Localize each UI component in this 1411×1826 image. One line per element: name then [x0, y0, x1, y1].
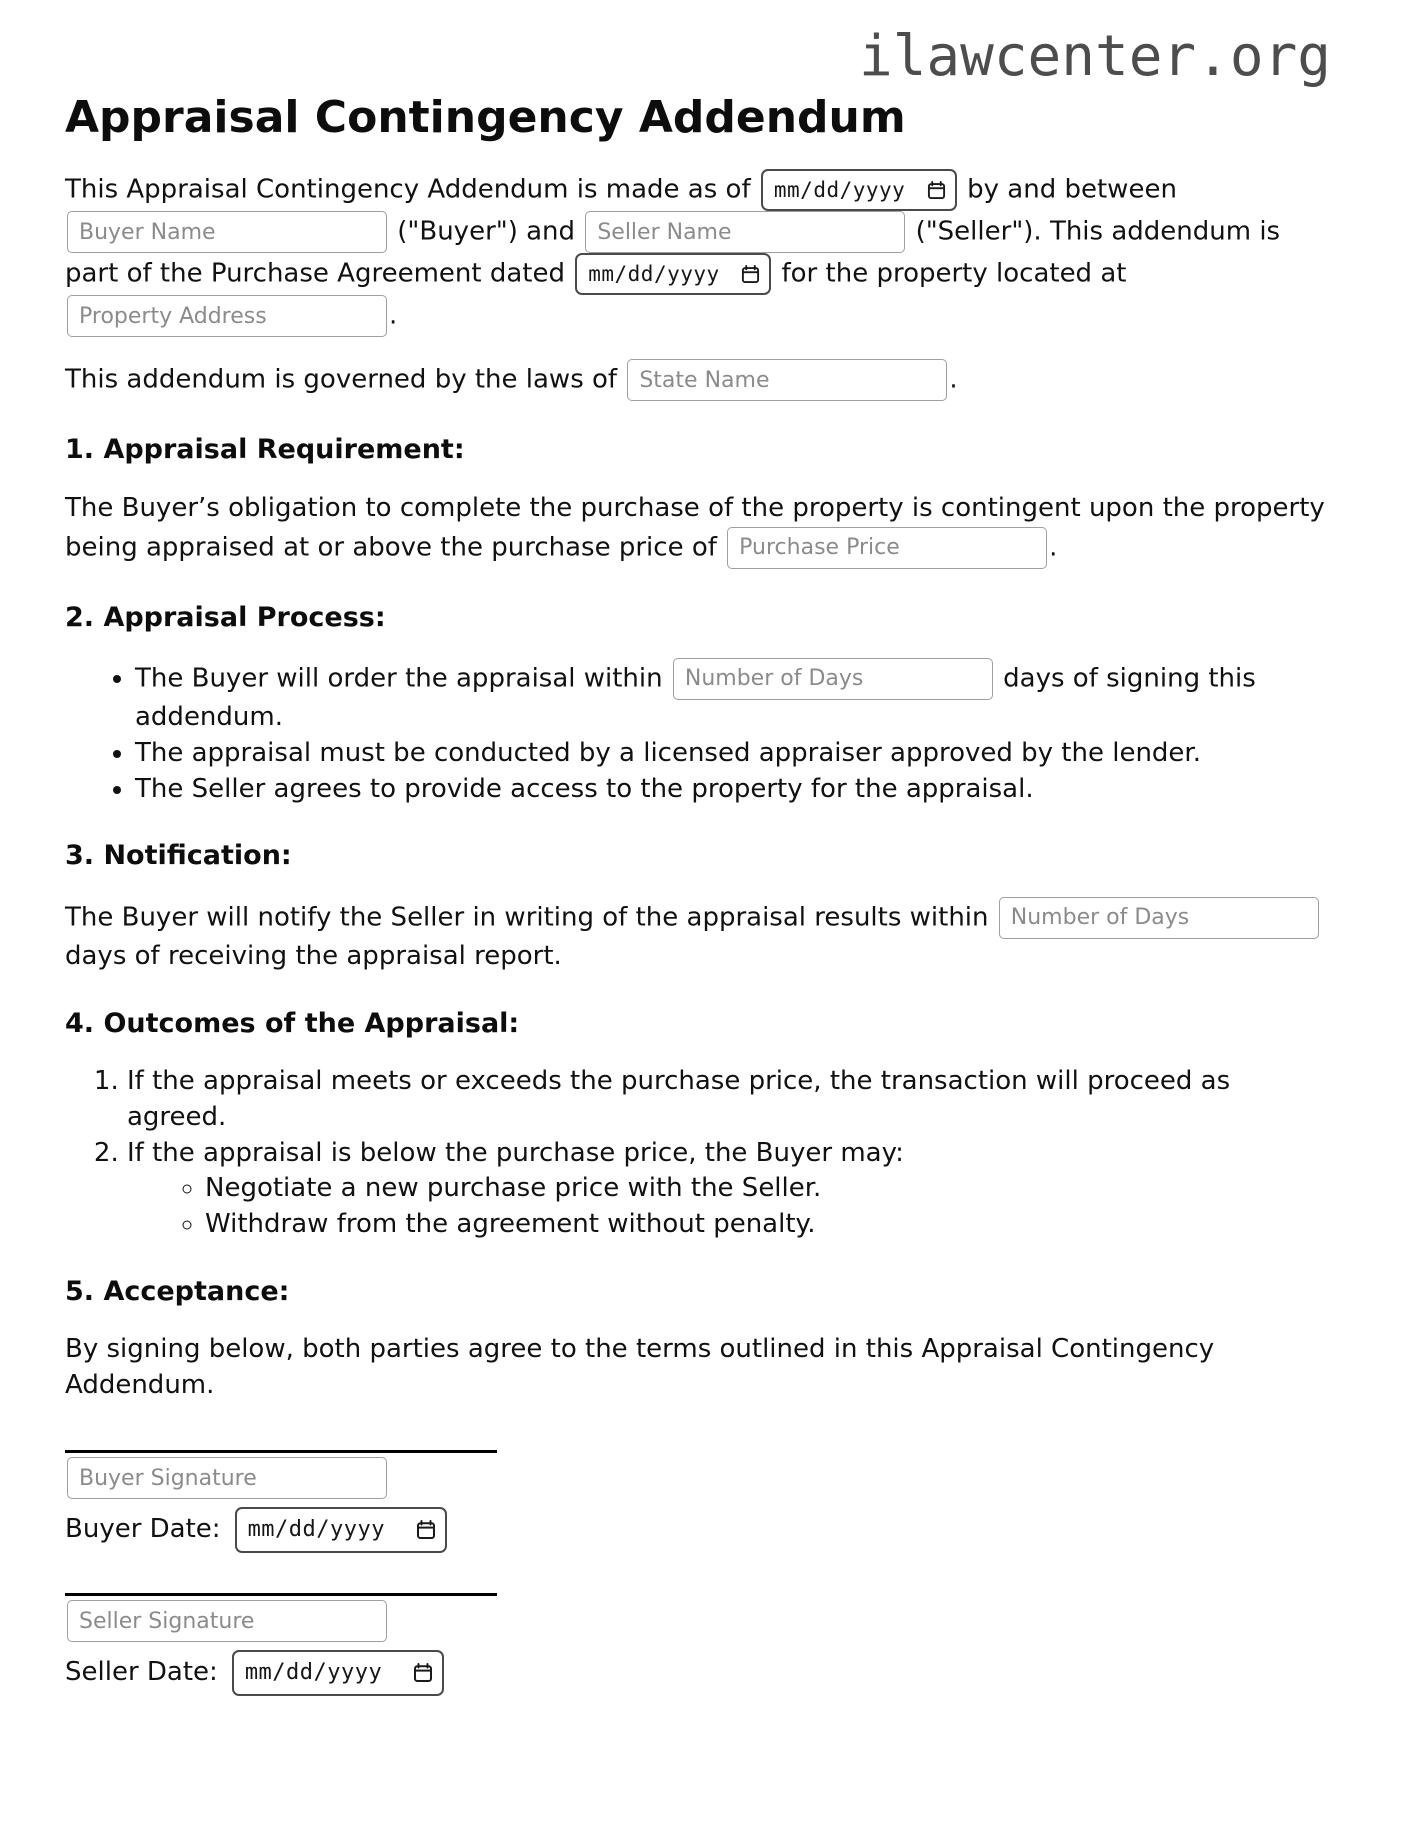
agreement-date-field[interactable] — [575, 253, 771, 295]
intro-text-3: ("Buyer") and — [397, 216, 576, 247]
intro-text-4: ("Seller"). This addendum is part of the Purchase Agreement dated — [65, 216, 1281, 289]
section-1-paragraph — [65, 491, 1331, 569]
buyer-options-sublist — [127, 1171, 1331, 1243]
appraisal-process-list — [65, 658, 1331, 808]
list-item — [135, 736, 1331, 772]
intro-paragraph — [65, 169, 1331, 337]
seller-date-field[interactable] — [232, 1650, 444, 1696]
intro-text-6: . — [389, 300, 398, 331]
section-3-paragraph — [65, 897, 1331, 975]
section-4-heading: 4. Outcomes of the Appraisal: — [65, 1007, 520, 1039]
buyer-date-label: Buyer Date: — [65, 1514, 221, 1545]
buyer-date-field[interactable] — [235, 1507, 447, 1553]
list-item — [127, 1136, 1331, 1244]
purchase-price-input[interactable] — [727, 527, 1047, 569]
s4-item2-text: If the appraisal is below the purchase price, the Buyer may: — [127, 1137, 904, 1168]
law-text-1: This addendum is governed by the laws of — [65, 364, 618, 395]
notification-days-input[interactable] — [999, 897, 1319, 939]
outcomes-list — [65, 1064, 1331, 1243]
page-title: Appraisal Contingency Addendum — [65, 91, 906, 143]
intro-text-2: by and between — [967, 174, 1177, 205]
date-value: mm/dd/yyyy — [588, 261, 720, 286]
governing-law-paragraph — [65, 359, 1331, 401]
s5-text: By signing below, both parties agree to the terms outlined in this Appraisal Contingency Addendum. — [65, 1334, 1215, 1401]
seller-signature-block — [65, 1593, 1331, 1696]
calendar-icon — [416, 1520, 436, 1540]
list-item — [127, 1064, 1331, 1136]
property-address-input[interactable] — [67, 295, 387, 337]
state-name-input[interactable] — [627, 359, 947, 401]
intro-text-5: for the property located at — [781, 258, 1127, 289]
s4-item2b-text: Withdraw from the agreement without penalty. — [205, 1209, 816, 1240]
buyer-date-row — [65, 1507, 1331, 1553]
section-3-heading: 3. Notification: — [65, 840, 292, 872]
list-item — [135, 772, 1331, 808]
site-logo: ilawcenter.org — [858, 24, 1331, 89]
calendar-icon — [927, 181, 946, 200]
s2-bullet3-text: The Seller agrees to provide access to the property for the appraisal. — [135, 773, 1034, 804]
s1-text-1: The Buyer’s obligation to complete the purchase of the property is contingent upon the property being appraised at or above the purchase price of — [65, 492, 1325, 563]
s2-bullet2-text: The appraisal must be conducted by a licensed appraiser approved by the lender. — [135, 737, 1201, 768]
appraisal-order-days-input[interactable] — [673, 658, 993, 700]
law-text-2: . — [949, 364, 958, 395]
s4-item1-text: If the appraisal meets or exceeds the purchase price, the transaction will proceed as agreed. — [127, 1065, 1231, 1132]
list-item — [205, 1171, 1331, 1207]
date-value: mm/dd/yyyy — [773, 177, 906, 202]
s2-bullet1-text-2: days of signing this addendum. — [135, 663, 1256, 732]
s4-item2a-text: Negotiate a new purchase price with the Seller. — [205, 1173, 822, 1204]
list-item — [205, 1207, 1331, 1243]
made-as-of-date-field[interactable] — [761, 169, 957, 211]
seller-date-label: Seller Date: — [65, 1657, 218, 1688]
seller-name-input[interactable] — [585, 211, 905, 253]
signature-line — [65, 1593, 497, 1596]
seller-signature-input[interactable] — [67, 1600, 387, 1642]
date-value: mm/dd/yyyy — [244, 1659, 383, 1685]
list-item — [135, 658, 1331, 736]
signature-line — [65, 1450, 497, 1453]
section-5-heading: 5. Acceptance: — [65, 1276, 290, 1308]
buyer-name-input[interactable] — [67, 211, 387, 253]
section-2-heading: 2. Appraisal Process: — [65, 601, 386, 633]
section-1-heading: 1. Appraisal Requirement: — [65, 434, 465, 466]
intro-text-1: This Appraisal Contingency Addendum is made as of — [65, 174, 751, 205]
calendar-icon — [741, 265, 760, 284]
s1-text-2: . — [1049, 532, 1058, 563]
buyer-signature-input[interactable] — [67, 1457, 387, 1499]
calendar-icon — [413, 1663, 433, 1683]
section-5-paragraph — [65, 1332, 1331, 1404]
s3-text-1: The Buyer will notify the Seller in writing of the appraisal results within — [65, 902, 989, 933]
date-value: mm/dd/yyyy — [247, 1516, 386, 1542]
s2-bullet1-text-1: The Buyer will order the appraisal within — [135, 663, 663, 694]
seller-date-row — [65, 1650, 1331, 1696]
s3-text-2: days of receiving the appraisal report. — [65, 940, 562, 971]
buyer-signature-block — [65, 1450, 1331, 1553]
